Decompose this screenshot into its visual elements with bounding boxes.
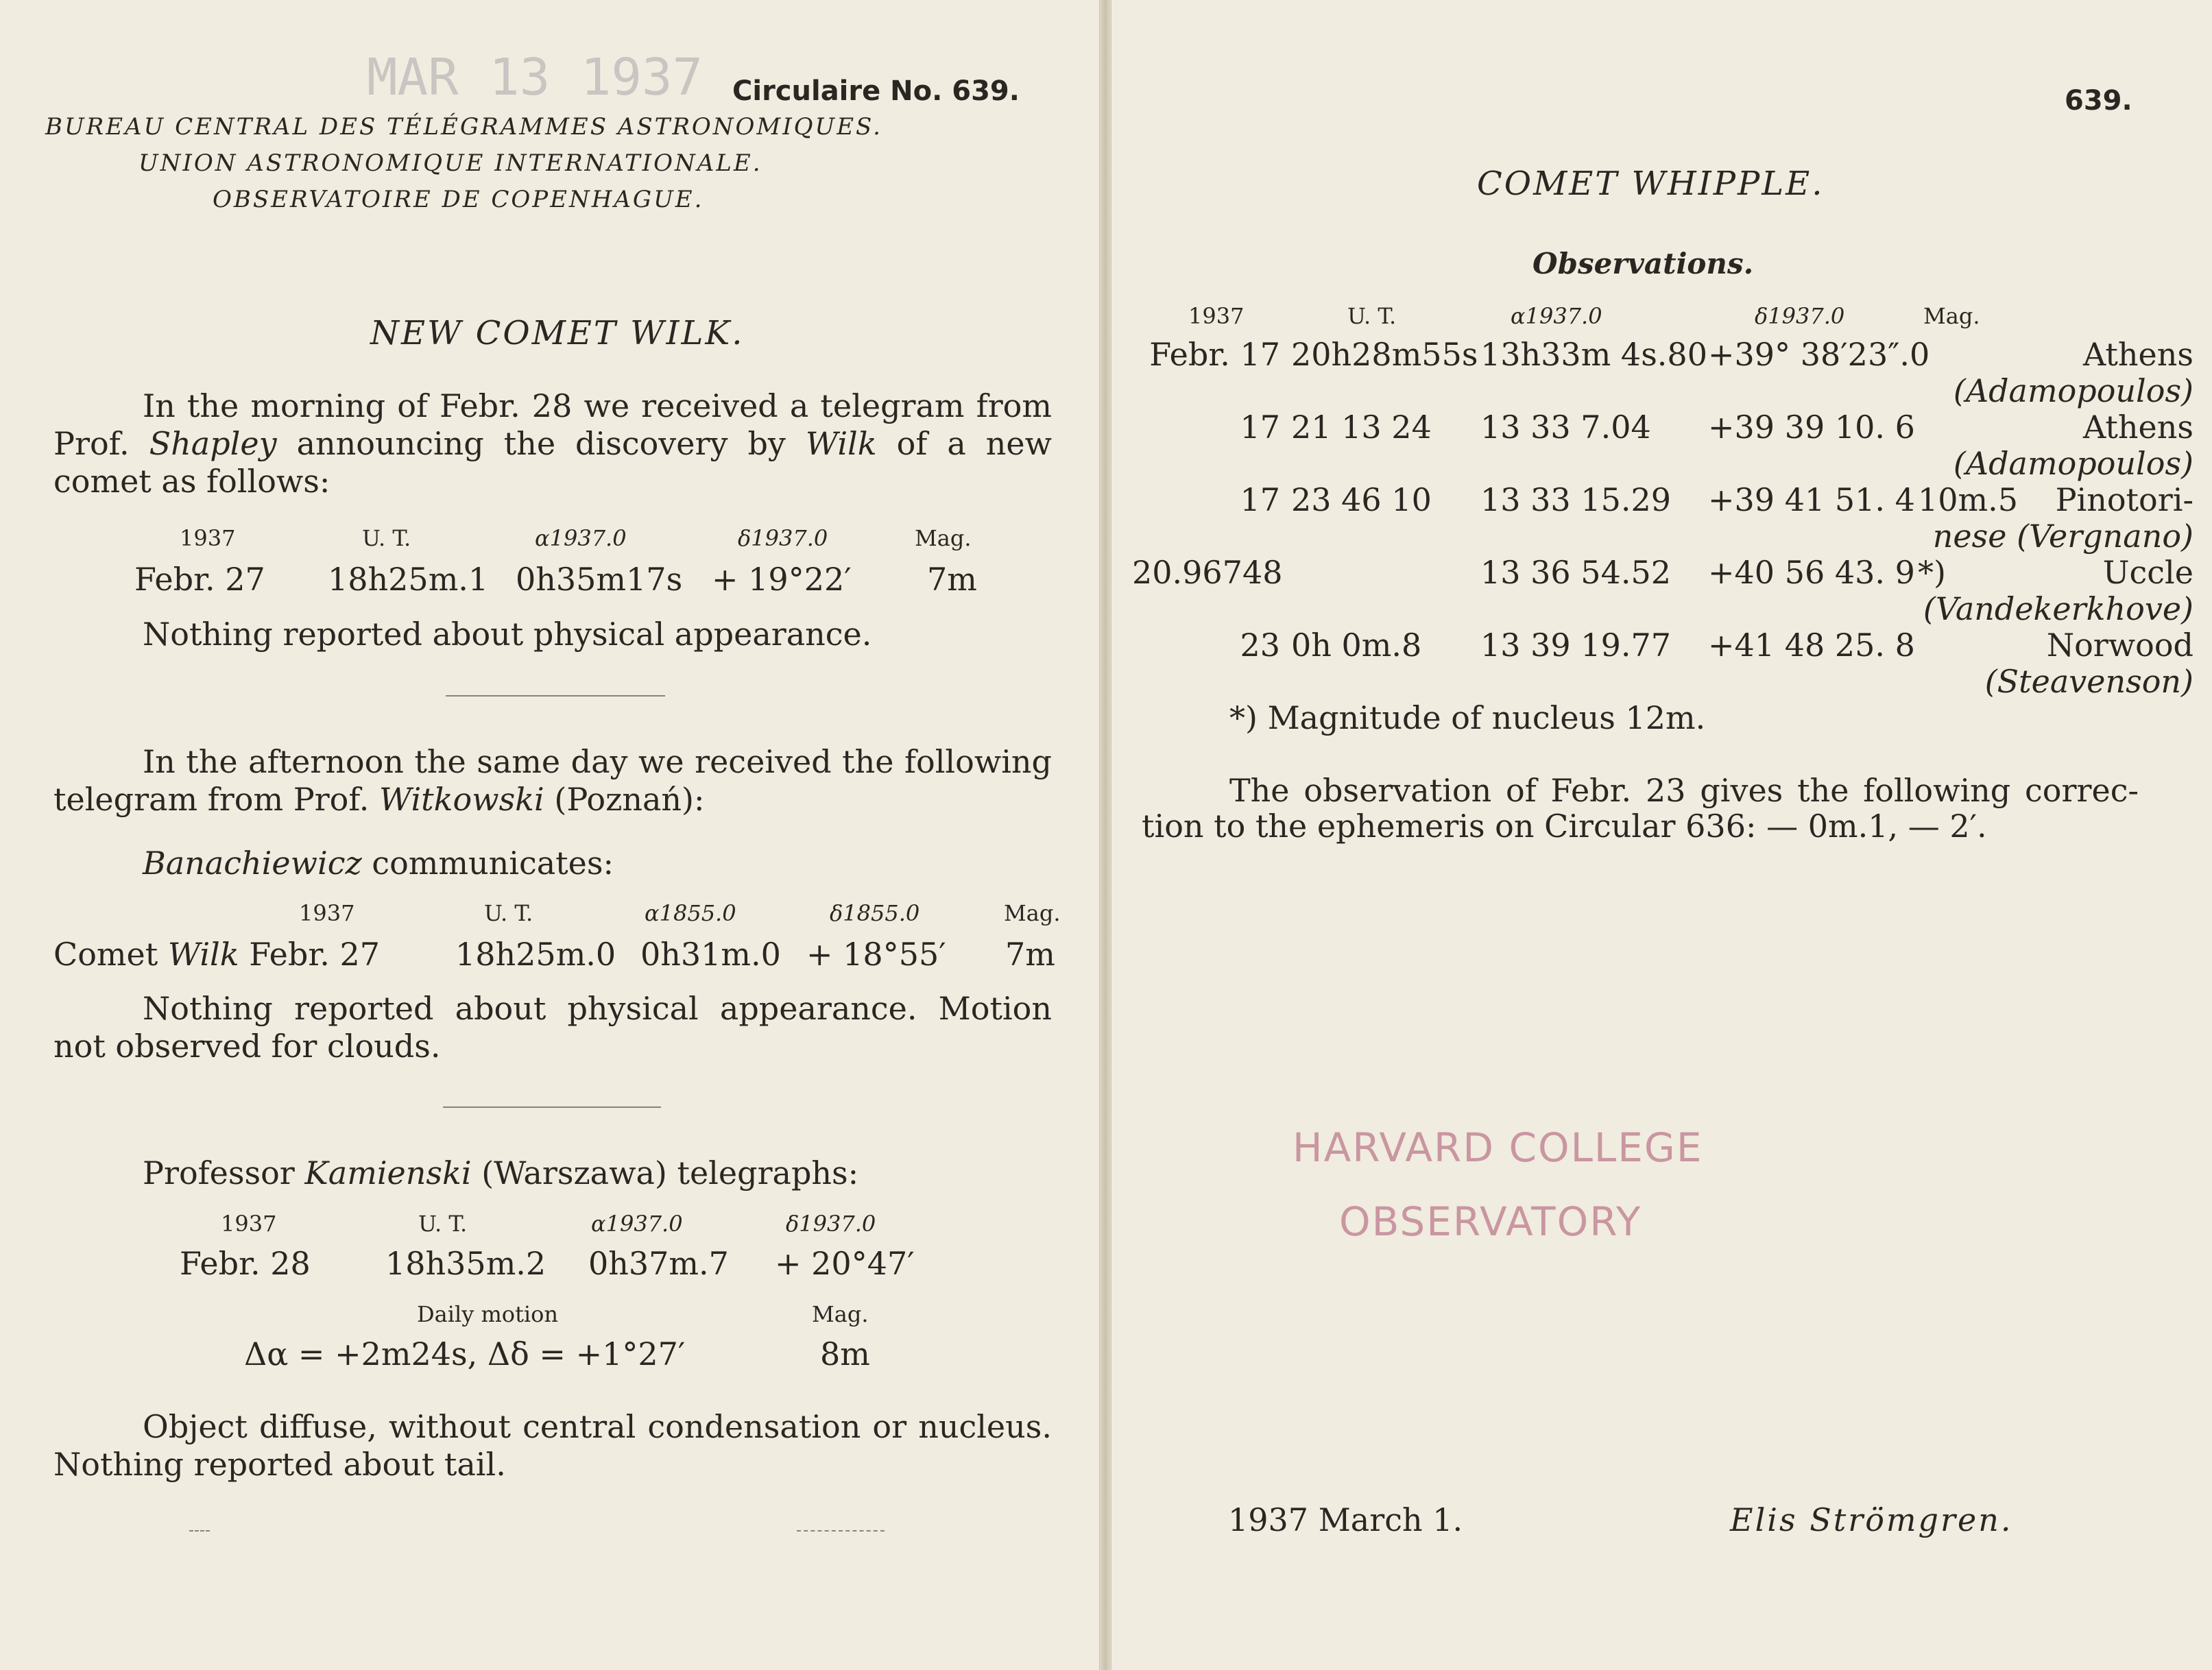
t2-head-ut: U. T.	[484, 900, 533, 926]
section-divider-1	[446, 695, 665, 697]
obs-date: Febr. 17	[1149, 336, 1280, 373]
obs-date: 23	[1240, 627, 1280, 664]
t1-head-mag: Mag.	[915, 525, 972, 551]
t3-date: Febr. 28	[180, 1245, 311, 1282]
obs-dec: +39° 38′23″.0	[1708, 336, 1930, 373]
p2-line-a: In the afternoon the same day we received the following	[143, 743, 1052, 780]
obs-mag: 10m.5	[1918, 481, 2019, 518]
obs-head-year: 1937	[1188, 303, 1245, 329]
obs-station: Athens	[2083, 409, 2193, 446]
t3-dec: + 20°47′	[775, 1245, 915, 1282]
t1-dec: + 19°22′	[712, 561, 852, 598]
obs-ut: 21 13 24	[1291, 409, 1432, 446]
obs-ra: 13h33m 4s.80	[1480, 336, 1707, 373]
issue-date: 1937 March 1.	[1228, 1501, 1463, 1538]
obs-date: 20.96748	[1132, 554, 1283, 591]
obs-station: Norwood	[2046, 627, 2193, 664]
correction-line-a: The observation of Febr. 23 gives the following correc-	[1229, 772, 2139, 809]
t2-head-dec: δ1855.0	[830, 900, 920, 926]
section-divider-2	[443, 1106, 661, 1108]
t1-date: Febr. 27	[134, 561, 265, 598]
obs-station: Pinotori-	[2055, 481, 2193, 518]
obs-ra: 13 33 7.04	[1480, 409, 1651, 446]
final-line-a: Object diffuse, without central condensation or nucleus.	[143, 1408, 1052, 1445]
obs-observer: (Adamopoulos)	[1953, 372, 2193, 409]
section-title-whipple: COMET WHIPPLE.	[1477, 165, 1825, 203]
t2-head-year: 1937	[299, 900, 355, 926]
obs-dec: +39 39 10. 6	[1708, 409, 1915, 446]
obs-dec: +40 56 43. 9	[1708, 554, 1915, 591]
obs-observer: (Adamopoulos)	[1953, 445, 2193, 482]
obs-head-ra: α1937.0	[1511, 303, 1602, 329]
obs-observer: (Steavenson)	[1984, 663, 2193, 700]
observations-subtitle: Observations.	[1532, 247, 1754, 280]
banachiewicz-line: Banachiewicz communicates:	[143, 845, 614, 882]
obs-head-dec: δ1937.0	[1755, 303, 1845, 329]
section-title-wilk: NEW COMET WILK.	[370, 314, 745, 352]
t1-ut: 18h25m.1	[328, 561, 489, 598]
book-gutter	[1100, 0, 1111, 1670]
t2-ut: 18h25m.0	[455, 936, 616, 973]
t1-head-dec: δ1937.0	[738, 525, 828, 551]
obs-ra: 13 36 54.52	[1480, 554, 1671, 591]
note-physical-2b: not observed for clouds.	[53, 1028, 441, 1065]
t2-head-mag: Mag.	[1004, 900, 1061, 926]
note-physical-2a: Nothing reported about physical appearance. Motion	[143, 990, 1052, 1027]
obs-station: Uccle	[2102, 554, 2193, 591]
left-page	[0, 0, 1100, 1670]
p1-line-b: Prof. Shapley announcing the discovery by Wilk of a new	[53, 425, 1052, 462]
page-number: 639.	[2065, 85, 2132, 117]
t1-head-year: 1937	[180, 525, 236, 551]
obs-ra: 13 33 15.29	[1480, 481, 1671, 518]
t2-head-ra: α1855.0	[645, 900, 736, 926]
obs-ra: 13 39 19.77	[1480, 627, 1671, 664]
p3-line: Professor Kamienski (Warszawa) telegraphs:	[143, 1154, 859, 1191]
signature: Elis Strömgren.	[1730, 1501, 2013, 1538]
footer-mark-2	[797, 1530, 885, 1532]
obs-dec: +39 41 51. 4	[1708, 481, 1915, 518]
obs-date: 17	[1240, 481, 1280, 518]
note-physical-1: Nothing reported about physical appearance.	[143, 616, 872, 653]
date-stamp: MAR 13 1937	[367, 48, 704, 107]
t2-comet-date: Comet Wilk Febr. 27	[53, 936, 381, 973]
header-line-2: UNION ASTRONOMIQUE INTERNATIONALE.	[139, 149, 762, 177]
t2-ra: 0h31m.0	[640, 936, 781, 973]
footnote: *) Magnitude of nucleus 12m.	[1229, 699, 1706, 736]
t2-dec: + 18°55′	[806, 936, 946, 973]
right-page	[1111, 0, 2212, 1670]
obs-head-mag: Mag.	[1923, 303, 1980, 329]
t3-head-year: 1937	[221, 1211, 277, 1237]
header-line-1: BUREAU CENTRAL DES TÉLÉGRAMMES ASTRONOMIQUES.	[45, 113, 882, 141]
obs-station: Athens	[2083, 336, 2193, 373]
p2-line-b: telegram from Prof. Witkowski (Poznań):	[53, 781, 705, 818]
obs-mag: *)	[1918, 554, 1946, 591]
header-line-3: OBSERVATOIRE DE COPENHAGUE.	[213, 186, 704, 213]
p1-line-c: comet as follows:	[53, 463, 330, 500]
final-line-b: Nothing reported about tail.	[53, 1446, 506, 1483]
t3-head-ut: U. T.	[418, 1211, 468, 1237]
obs-ut: 0h 0m.8	[1291, 627, 1422, 664]
t3-mag: 8m	[820, 1335, 870, 1372]
daily-motion-values: Δα = +2m24s, Δδ = +1°27′	[244, 1335, 686, 1372]
t3-ut: 18h35m.2	[385, 1245, 546, 1282]
t2-mag: 7m	[1005, 936, 1055, 973]
t3-ra: 0h37m.7	[588, 1245, 729, 1282]
t1-ra: 0h35m17s	[516, 561, 683, 598]
footer-mark-1	[189, 1530, 210, 1532]
obs-head-ut: U. T.	[1347, 303, 1397, 329]
t1-head-ra: α1937.0	[535, 525, 627, 551]
t1-mag: 7m	[927, 561, 977, 598]
p1-line-a: In the morning of Febr. 28 we received a telegram from	[143, 387, 1052, 424]
obs-observer: (Vandekerkhove)	[1923, 590, 2193, 627]
harvard-stamp-line-2: OBSERVATORY	[1339, 1198, 1642, 1245]
daily-motion-label: Daily motion	[417, 1301, 559, 1327]
t3-head-dec: δ1937.0	[786, 1211, 876, 1237]
correction-line-b: tion to the ephemeris on Circular 636: — 0m.1, — 2′.	[1142, 808, 1987, 845]
t3-head-ra: α1937.0	[591, 1211, 683, 1237]
circular-number: Circulaire No. 639.	[732, 75, 1020, 107]
t3-mag-label: Mag.	[812, 1301, 869, 1327]
obs-ut: 20h28m55s	[1291, 336, 1478, 373]
t1-head-ut: U. T.	[362, 525, 411, 551]
obs-date: 17	[1240, 409, 1280, 446]
obs-dec: +41 48 25. 8	[1708, 627, 1915, 664]
obs-observer: nese (Vergnano)	[1932, 518, 2193, 555]
obs-ut: 23 46 10	[1291, 481, 1432, 518]
harvard-stamp-line-1: HARVARD COLLEGE	[1293, 1124, 1703, 1171]
